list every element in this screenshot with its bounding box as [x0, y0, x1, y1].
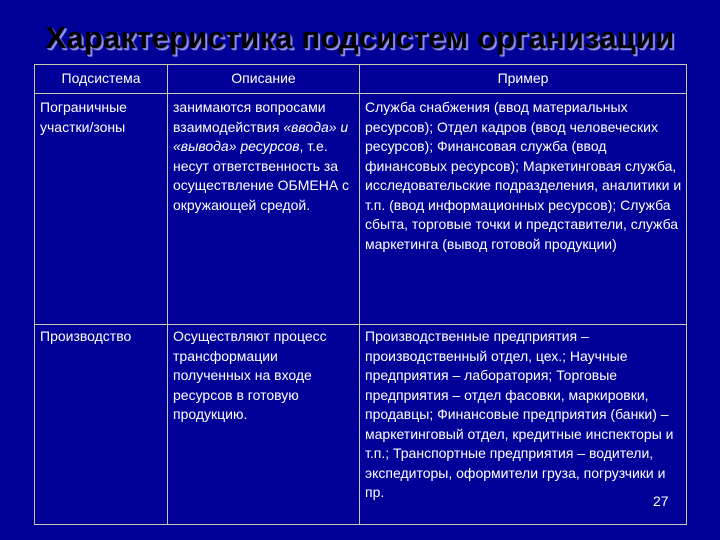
header-description: Описание [168, 65, 360, 94]
cell-example: Производственные предприятия – производственный отдел, цех.; Научные предприятия – лаборатория; Торговые предприятия – отдел фасовки, маркировки, продавцы; Финансовые предприятия (банки) – маркетинговый отдел, кредитные инспекторы и т.п.; Транспортные предприятия – водители, экспедиторы, оформители груза, погрузчики и пр. [360, 325, 687, 525]
table-header-row [35, 65, 687, 94]
page-number: 27 [653, 493, 669, 509]
cell-description: Осуществляют процесс трансформации полученных на входе ресурсов в готовую продукцию. [168, 325, 360, 525]
cell-example: Служба снабжения (ввод материальных ресурсов); Отдел кадров (ввод человеческих ресурсов); Финансовая служба (ввод финансовых ресурсов); Маркетинговая служба, исследовательские подразделения, аналитики и т.п. (ввод информационных ресурсов); Служба сбыта, торговые точки и представители, служба маркетинга (вывод готовой продукции) [360, 94, 687, 325]
table-row [35, 94, 687, 325]
header-example: Пример [360, 65, 687, 94]
subsystems-table [34, 64, 687, 525]
header-subsystem: Подсистема [35, 65, 168, 94]
slide-title: Характеристика подсистем организации [45, 20, 675, 55]
table-row [35, 325, 687, 525]
description-text-start: занимаются вопросами взаимодействия [173, 99, 326, 135]
cell-subsystem: Производство [35, 325, 168, 525]
cell-subsystem: Пограничные участки/зоны [35, 94, 168, 325]
description-text-end: , т.е. несут ответственность за осуществление ОБМЕНА с окружающей средой. [173, 138, 350, 213]
cell-description [168, 94, 360, 325]
description-text-emphasis: «ввода» и «вывода» ресурсов [173, 118, 349, 154]
